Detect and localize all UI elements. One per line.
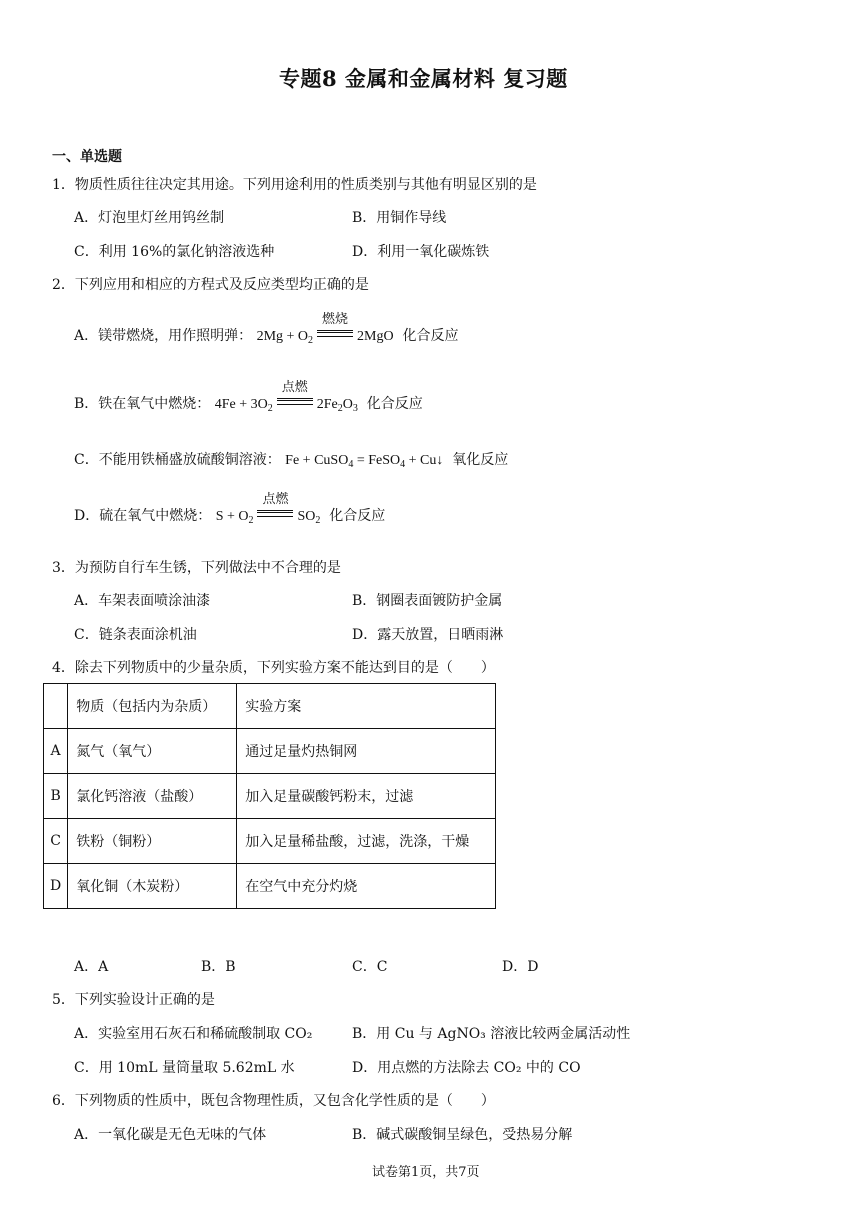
table-cell: 通过足量灼热铜网	[237, 729, 496, 774]
question-5-option-b: B．用 Cu 与 AgNO₃ 溶液比较两金属活动性	[352, 1026, 631, 1042]
table-cell: 加入足量稀盐酸，过滤，洗涤，干燥	[237, 819, 496, 864]
table-cell: D	[44, 864, 68, 909]
table-cell: 氧化铜（木炭粉）	[68, 864, 237, 909]
question-4-option-b: B．B	[201, 959, 236, 975]
question-5-option-a: A．实验室用石灰石和稀硫酸制取 CO₂	[74, 1026, 313, 1042]
question-1-option-a: A．灯泡里灯丝用钨丝制	[74, 210, 225, 226]
reaction-type: 化合反应	[329, 508, 386, 524]
question-4-option-d: D．D	[502, 959, 539, 975]
question-2-stem: 2．下列应用和相应的方程式及反应类型均正确的是	[52, 277, 369, 293]
table-row	[44, 729, 496, 774]
question-3-stem: 3．为预防自行车生锈，下列做法中不合理的是	[52, 560, 341, 576]
question-4-table	[43, 683, 496, 909]
reaction-condition: 燃烧	[315, 326, 355, 342]
question-2-option-a	[74, 311, 459, 346]
reaction-type: 化合反应	[366, 396, 423, 412]
question-2-option-b	[74, 379, 423, 414]
question-4-option-c: C．C	[352, 959, 388, 975]
question-5-option-d: D．用点燃的方法除去 CO₂ 中的 CO	[352, 1060, 581, 1076]
option-label: C．不能用铁桶盛放硫酸铜溶液：	[74, 452, 281, 468]
chemical-equation: $S + O_2$ 点燃 $SO_2$	[215, 491, 321, 526]
question-4-stem: 4．除去下列物质中的少量杂质，下列实验方案不能达到目的是（ ）	[52, 660, 495, 676]
page-footer: 试卷第1页，共7页	[372, 1165, 480, 1180]
question-3-option-c: C．链条表面涂机油	[74, 627, 197, 643]
table-cell: B	[44, 774, 68, 819]
page-title: 专题8 金属和金属材料 复习题	[279, 66, 568, 91]
question-2-option-d	[74, 491, 386, 526]
table-header-cell: 实验方案	[237, 684, 496, 729]
question-1-option-d: D．利用一氧化碳炼铁	[352, 244, 490, 260]
table-cell	[44, 684, 68, 729]
question-6-option-a: A．一氧化碳是无色无味的气体	[74, 1127, 267, 1143]
question-3-option-a: A．车架表面喷涂油漆	[74, 593, 211, 609]
question-5-option-c: C．用 10mL 量筒量取 5.62mL 水	[74, 1060, 295, 1076]
option-label: B．铁在氧气中燃烧：	[74, 396, 211, 412]
option-label: D．硫在氧气中燃烧：	[74, 508, 212, 524]
table-row	[44, 774, 496, 819]
table-cell: A	[44, 729, 68, 774]
table-row	[44, 864, 496, 909]
table-header-cell: 物质（包括内为杂质）	[68, 684, 237, 729]
question-6-option-b: B．碱式碳酸铜呈绿色，受热易分解	[352, 1127, 573, 1143]
table-cell: 在空气中充分灼烧	[237, 864, 496, 909]
table-cell: 铁粉（铜粉）	[68, 819, 237, 864]
question-3-option-b: B．钢圈表面镀防护金属	[352, 593, 503, 609]
table-header-row	[44, 684, 496, 729]
question-3-option-d: D．露天放置，日晒雨淋	[352, 627, 504, 643]
question-5-stem: 5．下列实验设计正确的是	[52, 992, 215, 1008]
reaction-type: 氧化反应	[452, 452, 509, 468]
table-cell: C	[44, 819, 68, 864]
reaction-type: 化合反应	[402, 328, 459, 344]
chemical-equation: $2Mg + O_2$ 燃烧 2MgO	[256, 311, 394, 346]
chemical-equation: Fe + CuSO$_4$ = FeSO$_4$ + Cu↓	[285, 453, 444, 470]
table-cell: 氮气（氧气）	[68, 729, 237, 774]
reaction-condition: 点燃	[275, 394, 315, 410]
question-4-option-a: A．A	[74, 959, 109, 975]
section-heading: 一、单选题	[52, 149, 122, 165]
option-label: A．镁带燃烧，用作照明弹：	[74, 328, 253, 344]
question-2-option-c	[74, 449, 508, 469]
table-cell: 氯化钙溶液（盐酸）	[68, 774, 237, 819]
table-row	[44, 819, 496, 864]
table-cell: 加入足量碳酸钙粉末，过滤	[237, 774, 496, 819]
chemical-equation: $4Fe + 3O_2$ 点燃 $2Fe_2O_3$	[214, 379, 358, 414]
question-6-stem: 6．下列物质的性质中，既包含物理性质，又包含化学性质的是（ ）	[52, 1093, 495, 1109]
reaction-condition: 点燃	[255, 506, 295, 522]
question-1-stem: 1．物质性质往往决定其用途。下列用途利用的性质类别与其他有明显区别的是	[52, 177, 537, 193]
question-1-option-c: C．利用 16%的氯化钠溶液选种	[74, 244, 275, 260]
question-1-option-b: B．用铜作导线	[352, 210, 447, 226]
